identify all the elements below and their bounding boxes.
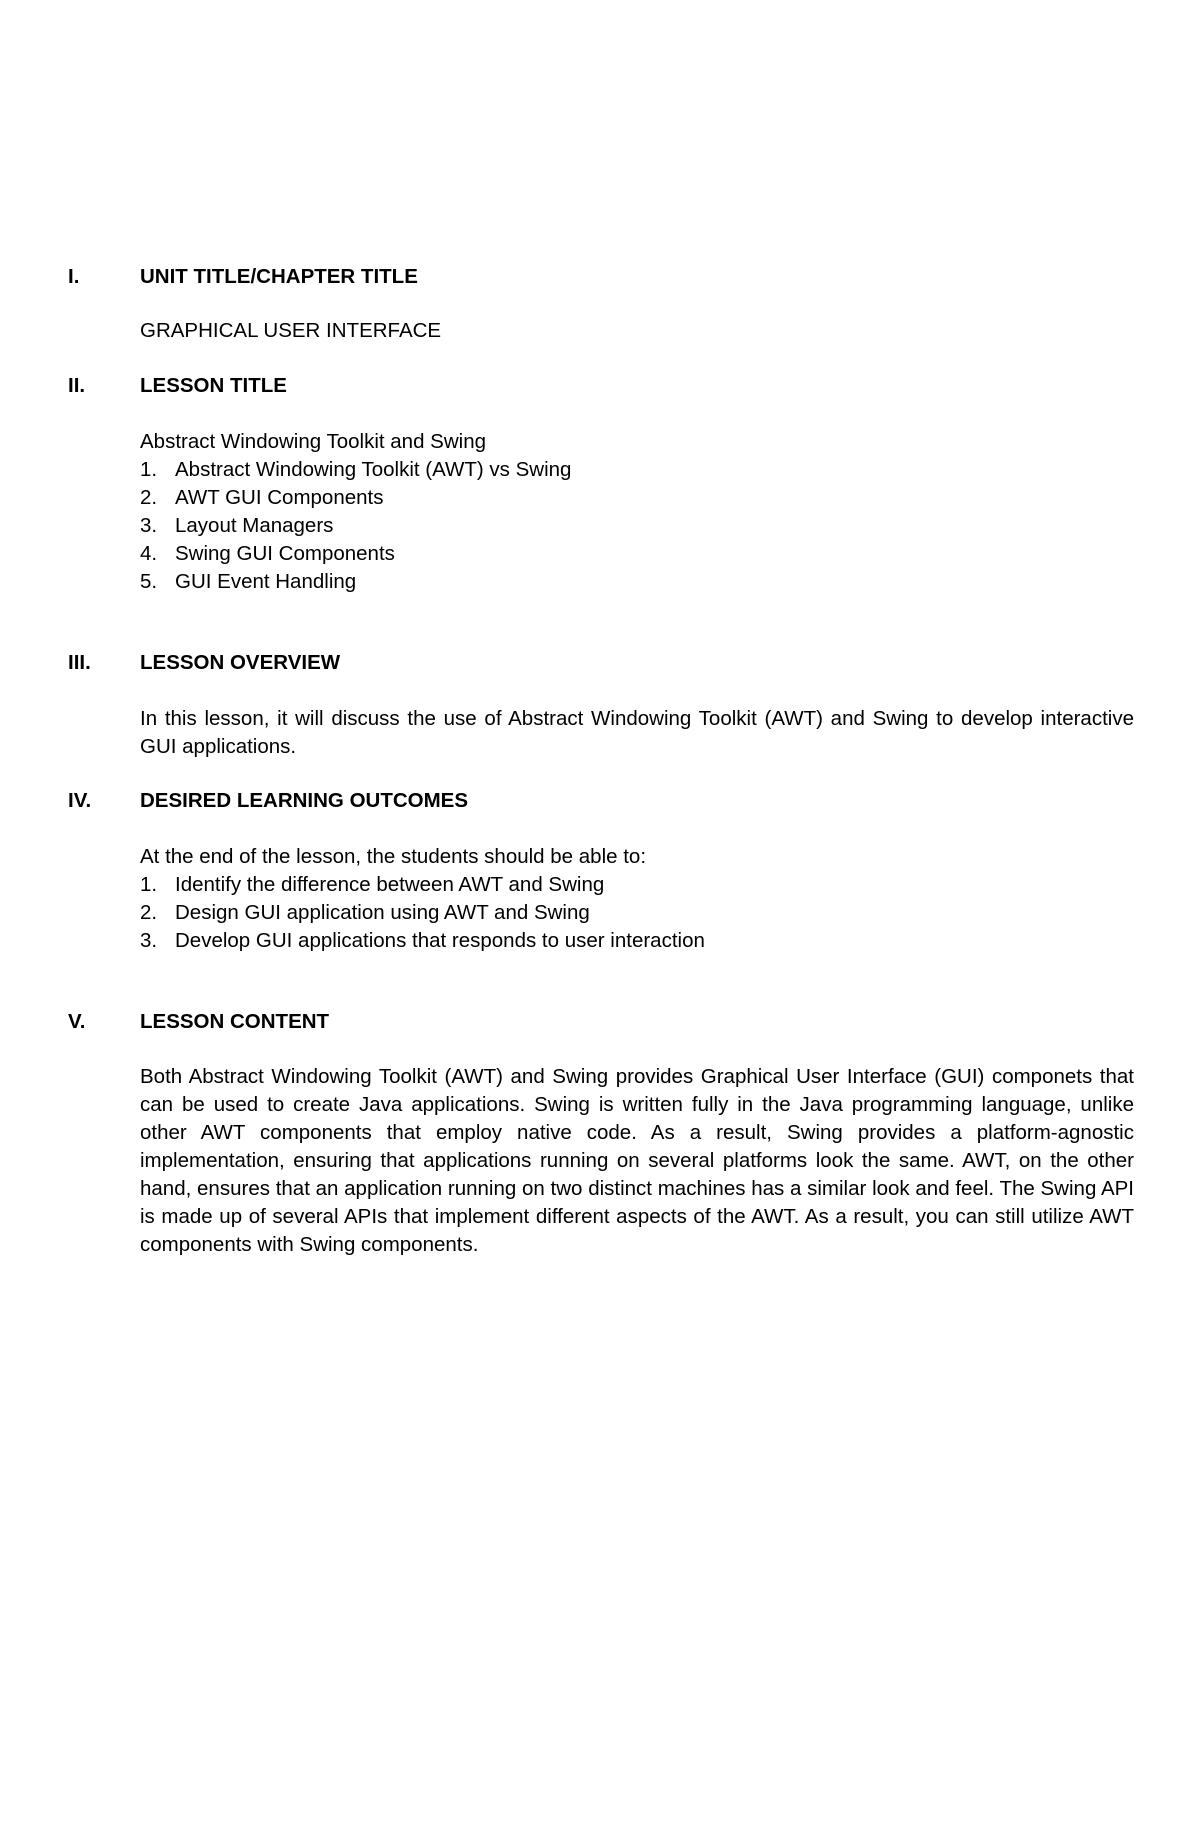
- list-text: GUI Event Handling: [175, 570, 357, 593]
- list-item: [140, 456, 1134, 484]
- outcomes-list: [140, 871, 1134, 955]
- list-text: Develop GUI applications that responds to user interaction: [175, 929, 705, 952]
- section-heading: UNIT TITLE/CHAPTER TITLE: [140, 265, 418, 288]
- list-text: Design GUI application using AWT and Swing: [175, 901, 590, 924]
- list-number: 2.: [140, 901, 158, 924]
- section-heading: LESSON OVERVIEW: [140, 651, 341, 674]
- lesson-title-intro: Abstract Windowing Toolkit and Swing: [140, 430, 487, 453]
- section-heading: LESSON TITLE: [140, 374, 287, 397]
- list-number: 1.: [140, 873, 158, 896]
- list-number: 2.: [140, 486, 158, 509]
- list-item: [140, 927, 1134, 955]
- section-numeral: IV.: [68, 789, 92, 812]
- list-item: [140, 540, 1134, 568]
- list-number: 1.: [140, 458, 158, 481]
- section-heading: DESIRED LEARNING OUTCOMES: [140, 789, 469, 812]
- overview-text: In this lesson, it will discuss the use of Abstract Windowing Toolkit (AWT) and Swing to develop interactive GUI applications.: [140, 707, 1134, 758]
- outcomes-intro: At the end of the lesson, the students should be able to:: [140, 845, 647, 868]
- section-numeral: III.: [68, 651, 91, 674]
- section-body: [140, 428, 1134, 596]
- section-body: [140, 843, 1134, 955]
- section-body: [140, 705, 1134, 761]
- unit-title-text: GRAPHICAL USER INTERFACE: [140, 319, 442, 342]
- lesson-topic-list: [140, 456, 1134, 596]
- section-body: [140, 317, 1134, 345]
- lesson-content-text: Both Abstract Windowing Toolkit (AWT) and Swing provides Graphical User Interface (GUI) componets that can be used to create Java applications. Swing is written fully in the Java programming language, unlike other AWT components that employ native code. As a result, Swing provides a platform-agnostic implementation, ensuring that applications running on several platforms look the same. AWT, on the other hand, ensures that an application running on two distinct machines has a similar look and feel. The Swing API is made up of several APIs that implement different aspects of the AWT. As a result, you can still utilize AWT components with Swing components.: [140, 1065, 1134, 1256]
- section-heading: LESSON CONTENT: [140, 1010, 330, 1033]
- list-text: Swing GUI Components: [175, 542, 395, 565]
- list-item: [140, 484, 1134, 512]
- list-text: Layout Managers: [175, 514, 334, 537]
- section-body: [140, 1063, 1134, 1259]
- list-item: [140, 871, 1134, 899]
- section-numeral: II.: [68, 374, 86, 397]
- list-number: 5.: [140, 570, 158, 593]
- list-item: [140, 568, 1134, 596]
- section-numeral: V.: [68, 1010, 86, 1033]
- list-number: 3.: [140, 929, 158, 952]
- list-text: Abstract Windowing Toolkit (AWT) vs Swing: [175, 458, 572, 481]
- list-number: 3.: [140, 514, 158, 537]
- section-numeral: I.: [68, 265, 80, 288]
- list-item: [140, 512, 1134, 540]
- list-text: Identify the difference between AWT and Swing: [175, 873, 605, 896]
- list-text: AWT GUI Components: [175, 486, 384, 509]
- list-item: [140, 899, 1134, 927]
- list-number: 4.: [140, 542, 158, 565]
